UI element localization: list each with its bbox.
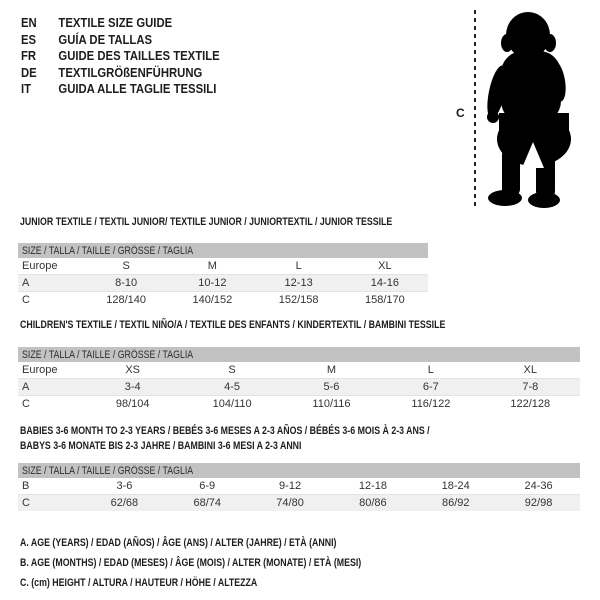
cell: S [122,260,130,272]
row-label: C [22,398,30,410]
cell: 152/158 [278,294,319,306]
junior-section-title: JUNIOR TEXTILE / TEXTIL JUNIOR/ TEXTILE JUNIOR / JUNIORTEXTIL / JUNIOR TESSILE [20,216,393,228]
table-row-europe [18,362,580,379]
cell: XL [378,260,392,272]
row-label: Europe [22,260,58,272]
table-row-c [18,495,580,512]
cell: 62/68 [83,495,166,512]
language-list [21,15,249,98]
language-row-fr [21,48,220,65]
cell: L [295,260,302,272]
language-title: TEXTILGRÖßENFÜHRUNG [58,64,203,80]
language-row-en [21,15,220,32]
language-title: GUÍA DE TALLAS [58,31,153,47]
row-label: Europe [22,364,58,376]
table-row-b [18,478,580,495]
cell: XS [125,364,141,376]
cell: 5-6 [282,379,381,396]
language-title: TEXTILE SIZE GUIDE [58,15,173,30]
footnote-c: C. (cm) HEIGHT / ALTURA / HAUTEUR / HÖHE / ALTEZZA [20,577,258,589]
cell: 14-16 [342,275,428,292]
cell: 116/122 [411,398,451,410]
language-code: IT [21,81,32,96]
row-label: C [18,495,83,512]
babies-size-table [18,463,580,511]
size-header-row [18,347,580,362]
cell: L [427,364,434,376]
cell: 80/86 [331,495,414,512]
footnotes [20,533,447,593]
size-header-label: SIZE / TALLA / TAILLE / GRÖSSE / TAGLIA [22,348,194,361]
babies-section-title [20,424,430,453]
cell: 7-8 [481,379,580,396]
table-row-a [18,275,428,292]
cell: 6-7 [381,379,480,396]
cell: 122/128 [510,398,551,410]
table-row-c [18,396,580,413]
size-header-label: SIZE / TALLA / TAILLE / GRÖSSE / TAGLIA [22,464,194,477]
row-label: B [22,480,30,492]
baby-silhouette-icon [487,7,579,209]
cell: 74/80 [249,495,332,512]
cell: 12-13 [256,275,342,292]
language-title: GUIDA ALLE TAGLIE TESSILI [58,81,217,96]
children-section-title: CHILDREN'S TEXTILE / TEXTIL NIÑO/A / TEXTILE DES ENFANTS / KINDERTEXTIL / BAMBINI TESSILE [20,319,446,331]
table-row-europe [18,258,428,275]
size-header-row [18,243,428,258]
height-measure-label: C [456,106,465,120]
row-label: A [18,275,83,292]
cell: 110/116 [312,398,351,410]
row-label: A [18,379,83,396]
cell: 104/110 [212,398,252,410]
cell: 68/74 [166,495,249,512]
language-code: FR [21,48,37,63]
cell: 18-24 [441,480,470,492]
cell: M [207,260,217,272]
size-header-row [18,463,580,478]
row-label: C [22,294,30,306]
footnote-a: A. AGE (YEARS) / EDAD (AÑOS) / ÂGE (ANS) / ALTER (JAHRE) / ETÀ (ANNI) [20,537,337,549]
cell: S [228,364,236,376]
cell: M [326,364,337,376]
cell: 9-12 [279,480,302,492]
cell: XL [523,364,538,376]
size-header-label: SIZE / TALLA / TAILLE / GRÖSSE / TAGLIA [22,244,194,257]
cell: 3-4 [83,379,182,396]
cell: 6-9 [199,480,216,492]
babies-title-line1: BABIES 3-6 MONTH TO 2-3 YEARS / BEBÉS 3-6 MESES A 2-3 AÑOS / BÉBÉS 3-6 MOIS À 2-3 ANS / [20,425,430,437]
table-row-c [18,292,428,309]
cell: 8-10 [83,275,169,292]
cell: 98/104 [115,398,150,410]
cell: 10-12 [169,275,255,292]
junior-size-table [18,243,428,308]
cell: 86/92 [414,495,497,512]
height-measure-dashed-line [474,10,476,206]
language-code: DE [21,64,37,80]
cell: 24-36 [524,480,553,492]
cell: 128/140 [106,294,146,306]
language-row-de [21,65,220,82]
cell: 12-18 [358,480,387,492]
cell: 4-5 [182,379,281,396]
language-code: ES [21,31,37,47]
babies-title-line2: BABYS 3-6 MONATE BIS 2-3 JAHRE / BAMBINI 3-6 MESI A 2-3 ANNI [20,439,302,452]
language-title: GUIDE DES TAILLES TEXTILE [58,48,220,63]
cell: 158/170 [364,294,405,306]
language-row-es [21,32,220,49]
language-row-it [21,81,220,98]
language-code: EN [21,15,37,30]
cell: 3-6 [116,480,133,492]
table-row-a [18,379,580,396]
cell: 92/98 [497,495,580,512]
cell: 140/152 [192,294,233,306]
footnote-b: B. AGE (MONTHS) / EDAD (MESES) / ÂGE (MOIS) / ALTER (MONATE) / ETÀ (MESI) [20,557,362,569]
children-size-table [18,347,580,412]
